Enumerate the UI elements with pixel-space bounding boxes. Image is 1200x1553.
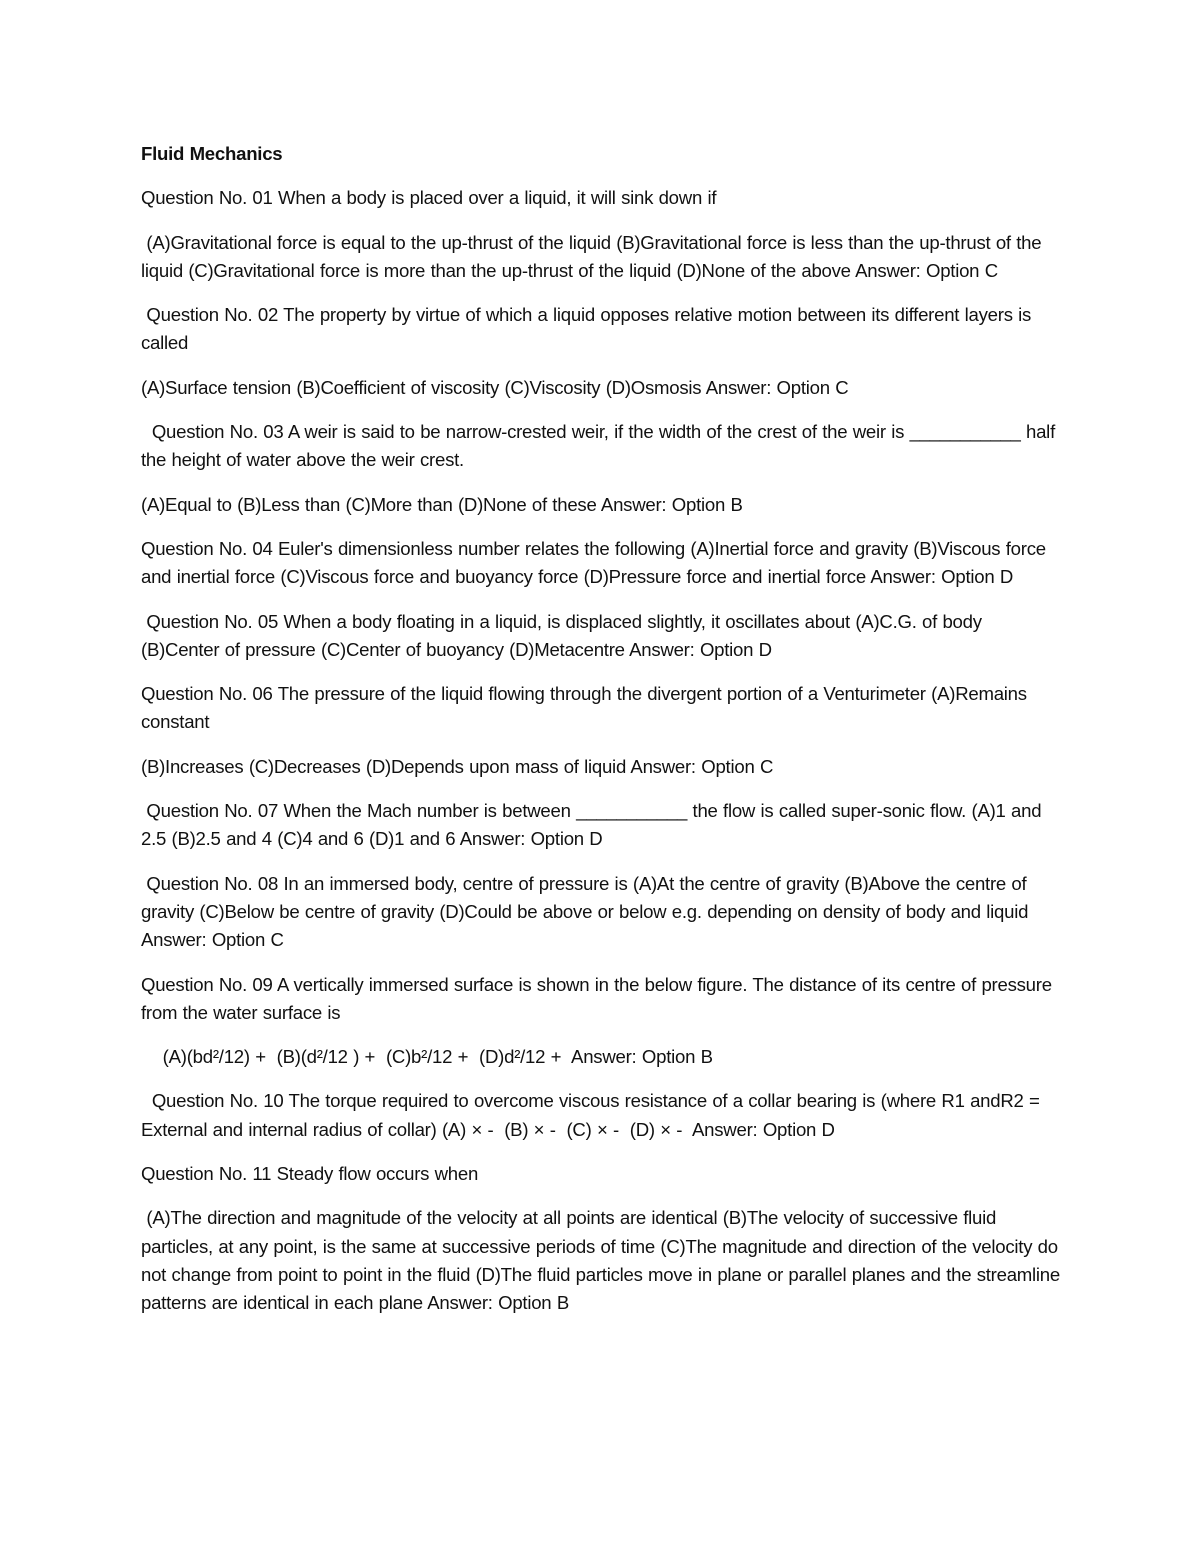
question-06-stem: Question No. 06 The pressure of the liquid flowing through the divergent portion of a Venturimeter (A)Remains constant (141, 683, 1033, 733)
question-05: Question No. 05 When a body floating in a liquid, is displaced slightly, it oscillates about (A)C.G. of body (B)Center of pressure (C)Center of buoyancy (D)Metacentre Answer: Option D (141, 610, 988, 660)
question-10: Question No. 10 The torque required to overcome viscous resistance of a collar bearing is (where R1 andR2 = External and internal radius of collar) (A) × - (B) × - (C) × - (D) × - Answer: Option D (141, 1090, 1046, 1140)
question-09-stem: Question No. 09 A vertically immersed surface is shown in the below figure. The distance of its centre of pressure from the water surface is (141, 973, 1058, 1023)
question-06-options: (B)Increases (C)Decreases (D)Depends upon mass of liquid Answer: Option C (141, 755, 774, 777)
question-09-options: (A)(bd²/12) + (B)(d²/12 ) + (C)b²/12 + (D)d²/12 + Answer: Option B (141, 1046, 713, 1068)
question-03-stem: Question No. 03 A weir is said to be narrow-crested weir, if the width of the crest of the weir is ___________ half the height of water above the weir crest. (141, 421, 1061, 471)
question-01-stem: Question No. 01 When a body is placed over a liquid, it will sink down if (141, 187, 717, 209)
document-title: Fluid Mechanics (141, 143, 283, 164)
question-08: Question No. 08 In an immersed body, centre of pressure is (A)At the centre of gravity (B)Above the centre of gravity (C)Below be centre of gravity (D)Could be above or below e.g. depending on density of body and liquid Answer: Option C (141, 872, 1033, 951)
question-04: Question No. 04 Euler's dimensionless number relates the following (A)Inertial force and gravity (B)Viscous force and inertial force (C)Viscous force and buoyancy force (D)Pressure force and inertial force Answer: Option D (141, 537, 1052, 588)
question-01-options: (A)Gravitational force is equal to the up-thrust of the liquid (B)Gravitational force is less than the up-thrust of the liquid (C)Gravitational force is more than the up-thrust of the liquid (D)None of the above Answer: Option C (141, 231, 1047, 281)
question-03-options: (A)Equal to (B)Less than (C)More than (D)None of these Answer: Option B (141, 493, 743, 515)
question-02-stem: Question No. 02 The property by virtue of which a liquid opposes relative motion between its different layers is called (141, 304, 1037, 354)
question-07: Question No. 07 When the Mach number is between ___________ the flow is called super-sonic flow. (A)1 and 2.5 (B)2.5 and 4 (C)4 and 6 (D)1 and 6 Answer: Option D (141, 800, 1047, 850)
question-02-options: (A)Surface tension (B)Coefficient of viscosity (C)Viscosity (D)Osmosis Answer: Option C (141, 376, 849, 398)
question-11-options: (A)The direction and magnitude of the velocity at all points are identical (B)The velocity of successive fluid particles, at any point, is the same at successive periods of time (C)The magnitude and direction of the velocity do not change from point to point in the fluid (D)The fluid particles move in plane or parallel planes and the streamline patterns are identical in each plane Answer: Option B (141, 1207, 1066, 1314)
question-11-stem: Question No. 11 Steady flow occurs when (141, 1163, 479, 1185)
document-body (141, 140, 1066, 1334)
